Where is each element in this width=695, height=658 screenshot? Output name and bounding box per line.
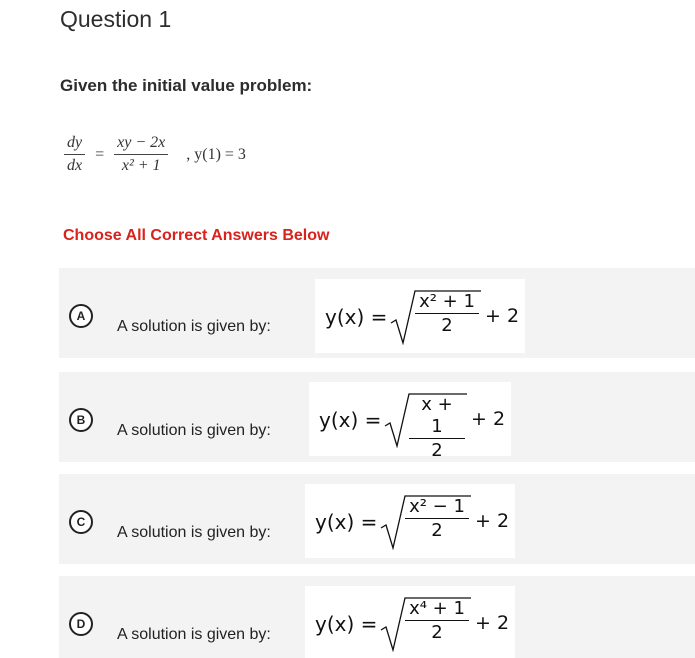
derivative-denominator: dx	[67, 157, 83, 174]
answer-instruction: Choose All Correct Answers Below	[63, 227, 330, 244]
option-c-lhs: y(x) =	[315, 510, 378, 534]
option-c-root-fraction	[405, 496, 469, 543]
initial-condition: , y(1) = 3	[186, 145, 246, 163]
option-d-letter-badge: D	[69, 612, 93, 636]
option-a-root-fraction	[415, 291, 479, 338]
option-d-constant: + 2	[475, 612, 510, 634]
option-a-formula	[315, 279, 525, 353]
option-d-denominator: 2	[431, 622, 443, 643]
option-b-numerator: x + 1	[409, 394, 465, 439]
option-d-root-fraction	[405, 598, 469, 645]
question-title: Question 1	[60, 6, 172, 32]
option-c[interactable]	[59, 474, 695, 564]
option-b-letter-badge: B	[69, 408, 93, 432]
option-a-constant: + 2	[485, 305, 520, 327]
option-b-lhs: y(x) =	[319, 408, 382, 432]
option-c-denominator: 2	[431, 520, 443, 541]
option-b-constant: + 2	[471, 408, 506, 430]
option-c-numerator: x² − 1	[405, 496, 469, 519]
option-c-letter-badge: C	[69, 510, 93, 534]
option-c-constant: + 2	[475, 510, 510, 532]
option-d-label: A solution is given by:	[117, 626, 271, 643]
option-c-formula	[305, 484, 515, 558]
option-a-letter-badge: A	[69, 304, 93, 328]
derivative-fraction	[64, 132, 85, 177]
option-d[interactable]	[59, 576, 695, 658]
initial-value-problem	[64, 132, 246, 177]
derivative-numerator: dy	[64, 132, 85, 155]
option-a-denominator: 2	[441, 315, 453, 336]
question-prompt: Given the initial value problem:	[60, 76, 313, 95]
option-b[interactable]	[59, 372, 695, 462]
rhs-fraction	[114, 132, 168, 177]
option-a[interactable]	[59, 268, 695, 358]
equals-sign: =	[95, 145, 105, 163]
rhs-numerator: xy − 2x	[114, 132, 168, 155]
option-b-root-fraction	[409, 394, 465, 463]
option-a-label: A solution is given by:	[117, 318, 271, 335]
option-b-formula	[309, 382, 511, 461]
option-b-denominator: 2	[431, 440, 443, 461]
option-a-numerator: x² + 1	[415, 291, 479, 314]
option-a-lhs: y(x) =	[325, 305, 388, 329]
option-d-formula	[305, 586, 515, 658]
option-b-label: A solution is given by:	[117, 422, 271, 439]
option-c-label: A solution is given by:	[117, 524, 271, 541]
option-d-numerator: x⁴ + 1	[405, 598, 469, 621]
rhs-denominator: x² + 1	[121, 157, 161, 174]
option-d-lhs: y(x) =	[315, 612, 378, 636]
